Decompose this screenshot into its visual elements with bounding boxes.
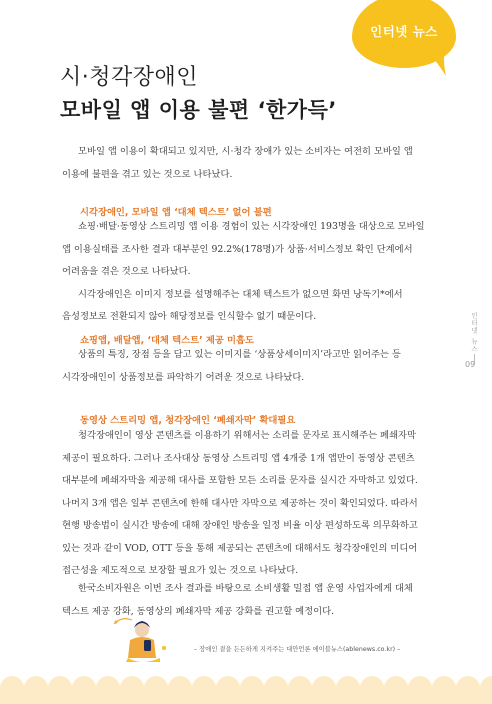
section-body: [62, 216, 430, 329]
scallop-bump: [336, 676, 360, 700]
intro-paragraph: [62, 141, 430, 186]
bottom-scallop-border: [0, 676, 492, 704]
body-line: 제공이 필요하다. 그러나 조사대상 동영상 스트리밍 앱 4개중 1개 앱만이 동영상 콘텐츠: [62, 452, 415, 464]
body-line: 현행 방송법이 실시간 방송에 대해 장애인 방송을 일정 비율 이상 편성하도록 의무화하고: [62, 520, 418, 531]
body-line: 나머지 3개 앱은 일부 콘텐츠에 한해 대사만 자막으로 제공하는 것이 확인되었다. 따라서: [62, 497, 418, 509]
scallop-bump: [408, 676, 432, 700]
person-with-phone-illustration: [112, 610, 176, 668]
closing-line: 텍스트 제공 강화, 동영상의 폐쇄자막 제공 강화를 권고할 예정이다.: [62, 605, 335, 617]
scallop-bump: [384, 676, 408, 700]
scallop-bump: [96, 676, 120, 700]
intro-line: 모바일 앱 이용이 확대되고 있지만, 시·청각 장애가 있는 소비자는 여전히 모바일 앱: [78, 146, 413, 157]
closing-line: 한국소비자원은 이번 조사 결과를 바탕으로 소비생활 밀접 앱 운영 사업자에게 대체: [78, 583, 413, 594]
section-body: [62, 425, 430, 583]
section-heading: 시각장애인, 모바일 앱 ‘대체 텍스트’ 없어 불편: [80, 207, 272, 218]
body-line: 음성정보로 전환되지 않아 해당정보를 인식할수 없기 때문이다.: [62, 311, 317, 322]
page-title-line2: 모바일 앱 이용 불편 ‘한가득’: [60, 98, 337, 122]
scallop-bump: [264, 676, 288, 700]
body-line: 시각장애인이 상품정보를 파악하기 어려운 것으로 나타났다.: [62, 371, 305, 383]
scallop-bump: [456, 676, 480, 700]
scallop-bump: [192, 676, 216, 700]
body-line: 쇼핑·배달·동영상 스트리밍 앱 이용 경험이 있는 시각장애인 193명을 대상으로 모바일: [78, 221, 425, 232]
scallop-bump: [216, 676, 240, 700]
body-line: 상품의 특징, 장점 등을 담고 있는 이미지를 ‘상품상세이미지’라고만 읽어주는 등: [78, 349, 401, 360]
scallop-bump: [144, 676, 168, 700]
section-heading: 동영상 스트리밍 앱, 청각장애인 ‘폐쇄자막’ 확대필요: [80, 415, 296, 426]
page-title-line1: 시·청각장애인: [60, 65, 199, 90]
body-line: 앱 이용실태를 조사한 결과 대부분인 92.2%(178명)가 상품·서비스정보 확인 단계에서: [62, 243, 413, 255]
scallop-bump: [48, 676, 72, 700]
scallop-bump: [288, 676, 312, 700]
section-heading: 쇼핑앱, 배달앱, ‘대체 텍스트’ 제공 미흡도: [80, 335, 255, 346]
scallop-bump: [168, 676, 192, 700]
scallop-bump: [72, 676, 96, 700]
body-line: 대부분에 폐쇄자막을 제공해 대사를 포함한 모든 소리를 문자를 실시간 자막하고 있었다.: [62, 475, 418, 486]
body-line: 청각장애인이 영상 콘텐츠를 이용하기 위해서는 소리를 문자로 표시해주는 폐쇄자막: [78, 430, 416, 441]
scallop-bump: [360, 676, 384, 700]
section-body: [62, 344, 430, 389]
intro-line: 이용에 불편을 겪고 있는 것으로 나타났다.: [62, 168, 233, 180]
scallop-bump: [312, 676, 336, 700]
scallop-bump: [432, 676, 456, 700]
body-line: 있는 것과 같이 VOD, OTT 등을 통해 제공되는 콘텐츠에 대해서도 청각장애인의 미디어: [62, 542, 418, 554]
scallop-bump: [0, 676, 24, 700]
body-line: 시각장애인은 이미지 정보를 설명해주는 대체 텍스트가 없으면 화면 낭독기*에서: [78, 288, 403, 300]
footer-credit: – 장애인 곁을 든든하게 지켜주는 대안언론 에이블뉴스(ablenews.co.kr) –: [194, 646, 401, 653]
badge-label: 인터넷 뉴스: [370, 24, 438, 39]
scallop-bump: [24, 676, 48, 700]
body-line: 어려움을 겪은 것으로 나타났다.: [62, 266, 191, 277]
page-number: 09: [465, 360, 476, 369]
badge-tail: [420, 44, 450, 78]
scallop-bump: [240, 676, 264, 700]
scallop-bump: [120, 676, 144, 700]
body-line: 접근성을 제도적으로 보장할 필요가 있는 것으로 나타났다.: [62, 565, 299, 576]
sidebar-section-label: 인터넷 뉴스: [470, 312, 478, 353]
